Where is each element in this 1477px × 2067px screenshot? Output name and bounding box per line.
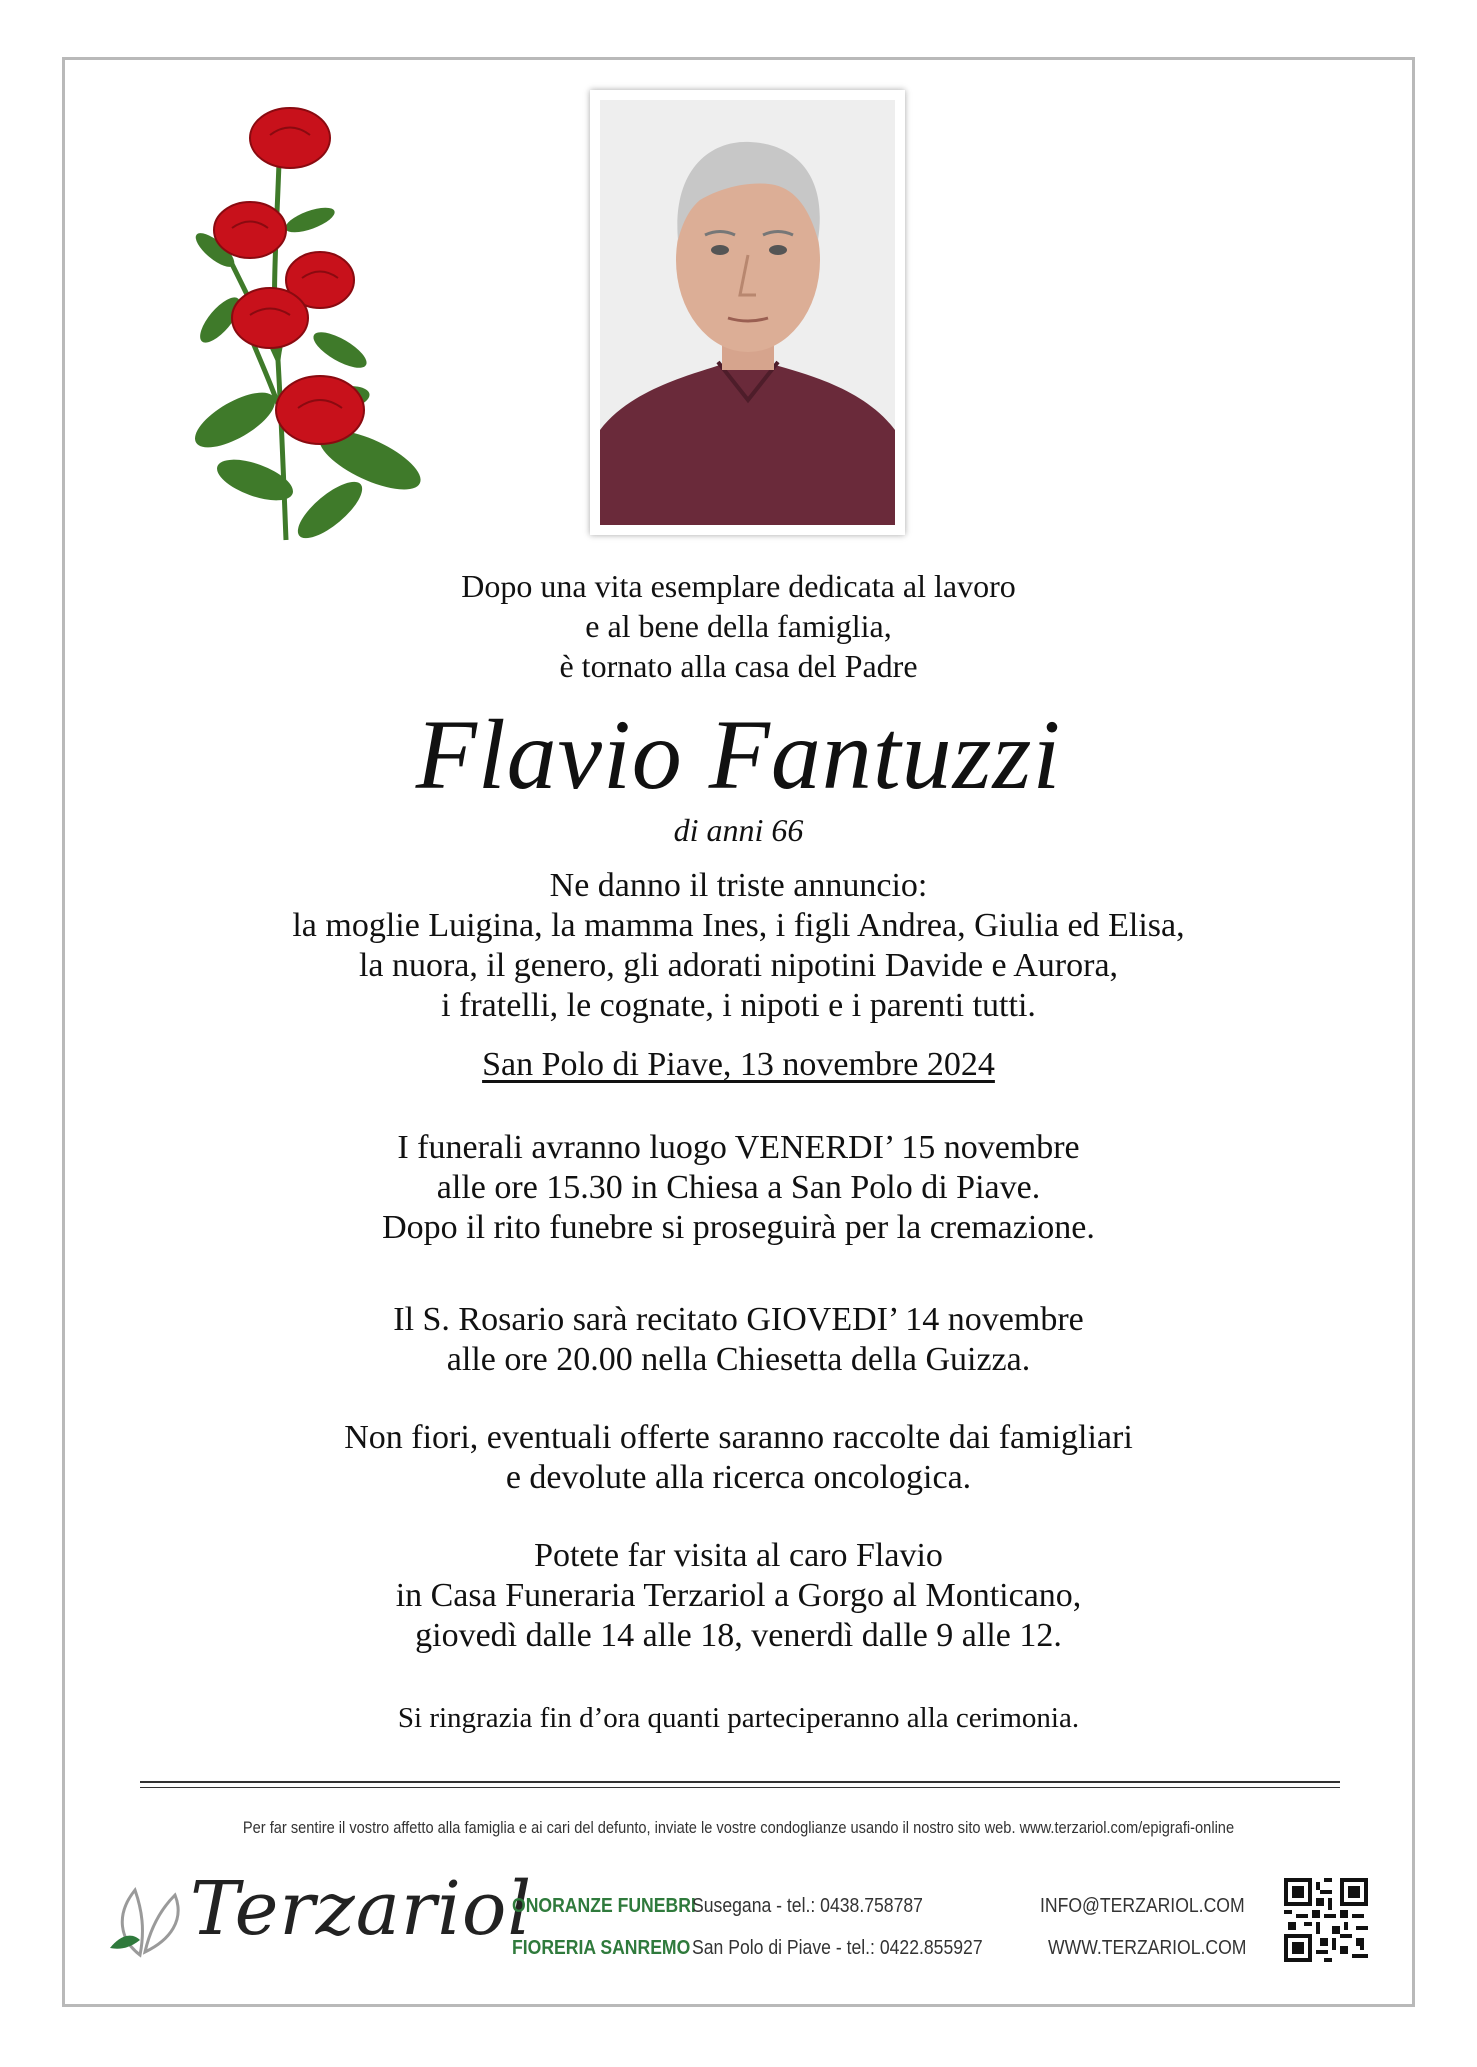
intro-line: e al bene della famiglia, xyxy=(585,608,892,644)
roses-decoration xyxy=(160,100,450,550)
announcement-text xyxy=(0,866,1477,1026)
intro-line: Dopo una vita esemplare dedicata al lavoro xyxy=(461,568,1016,604)
flowers-line: Non fiori, eventuali offerte saranno raccolte dai famigliari xyxy=(344,1419,1133,1456)
announcement-line: la moglie Luigina, la mamma Ines, i figli Andrea, Giulia ed Elisa, xyxy=(292,907,1185,944)
announcement-line: la nuora, il genero, gli adorati nipotini Davide e Aurora, xyxy=(358,947,1119,984)
visit-line: giovedì dalle 14 alle 18, venerdì dalle 9 alle 12. xyxy=(415,1617,1062,1654)
visit-info xyxy=(0,1536,1477,1656)
deceased-age: di anni 66 xyxy=(673,812,804,848)
visit-line: Potete far visita al caro Flavio xyxy=(534,1537,943,1574)
funeral-line: alle ore 15.30 in Chiesa a San Polo di Piave. xyxy=(436,1169,1041,1206)
place-date-text: San Polo di Piave, 13 novembre 2024 xyxy=(482,1046,995,1083)
funeral-line: Dopo il rito funebre si proseguirà per la cremazione. xyxy=(382,1209,1095,1246)
service-florist: FIORERIA SANREMO xyxy=(512,1937,691,1959)
divider xyxy=(140,1781,1340,1783)
location-san-polo: San Polo di Piave - tel.: 0422.855927 xyxy=(692,1937,983,1959)
rosary-line: Il S. Rosario sarà recitato GIOVEDI’ 14 novembre xyxy=(393,1301,1084,1338)
place-date xyxy=(0,1045,1477,1085)
flowers-info xyxy=(0,1418,1477,1498)
intro-text xyxy=(0,566,1477,686)
funeral-info xyxy=(0,1128,1477,1248)
deceased-name: Flavio Fantuzzi xyxy=(415,699,1062,810)
intro-line: è tornato alla casa del Padre xyxy=(559,648,918,684)
announcement-line: Ne danno il triste annuncio: xyxy=(549,867,928,904)
flowers-line: e devolute alla ricerca oncologica. xyxy=(505,1459,972,1496)
announcement-line: i fratelli, le cognate, i nipoti e i parenti tutti. xyxy=(441,987,1036,1024)
location-susegana: Susegana - tel.: 0438.758787 xyxy=(692,1895,923,1917)
condolences-note: Per far sentire il vostro affetto alla famiglia e ai cari del defunto, inviate le vostre condoglianze usando il nostro sito web. www.terzariol.com/epigrafi-online xyxy=(242,1818,1235,1837)
rosary-info xyxy=(0,1300,1477,1380)
thanks-text: Si ringrazia fin d’ora quanti parteciperanno alla cerimonia. xyxy=(397,1702,1080,1734)
brand-logo: Terzariol xyxy=(190,1866,533,1952)
email-text: INFO@TERZARIOL.COM xyxy=(1040,1895,1245,1917)
website-link[interactable]: WWW.TERZARIOL.COM xyxy=(1048,1937,1247,1959)
rosary-line: alle ore 20.00 nella Chiesetta della Guizza. xyxy=(446,1341,1031,1378)
portrait-photo xyxy=(590,90,905,535)
qr-code-icon xyxy=(1284,1878,1368,1962)
leaf-logo-icon xyxy=(100,1870,190,1960)
visit-line: in Casa Funeraria Terzariol a Gorgo al Monticano, xyxy=(395,1577,1082,1614)
funeral-line: I funerali avranno luogo VENERDI’ 15 novembre xyxy=(397,1129,1080,1166)
divider xyxy=(140,1787,1340,1788)
service-funeral: ONORANZE FUNEBRI xyxy=(512,1895,696,1917)
portrait-illustration xyxy=(600,100,895,525)
